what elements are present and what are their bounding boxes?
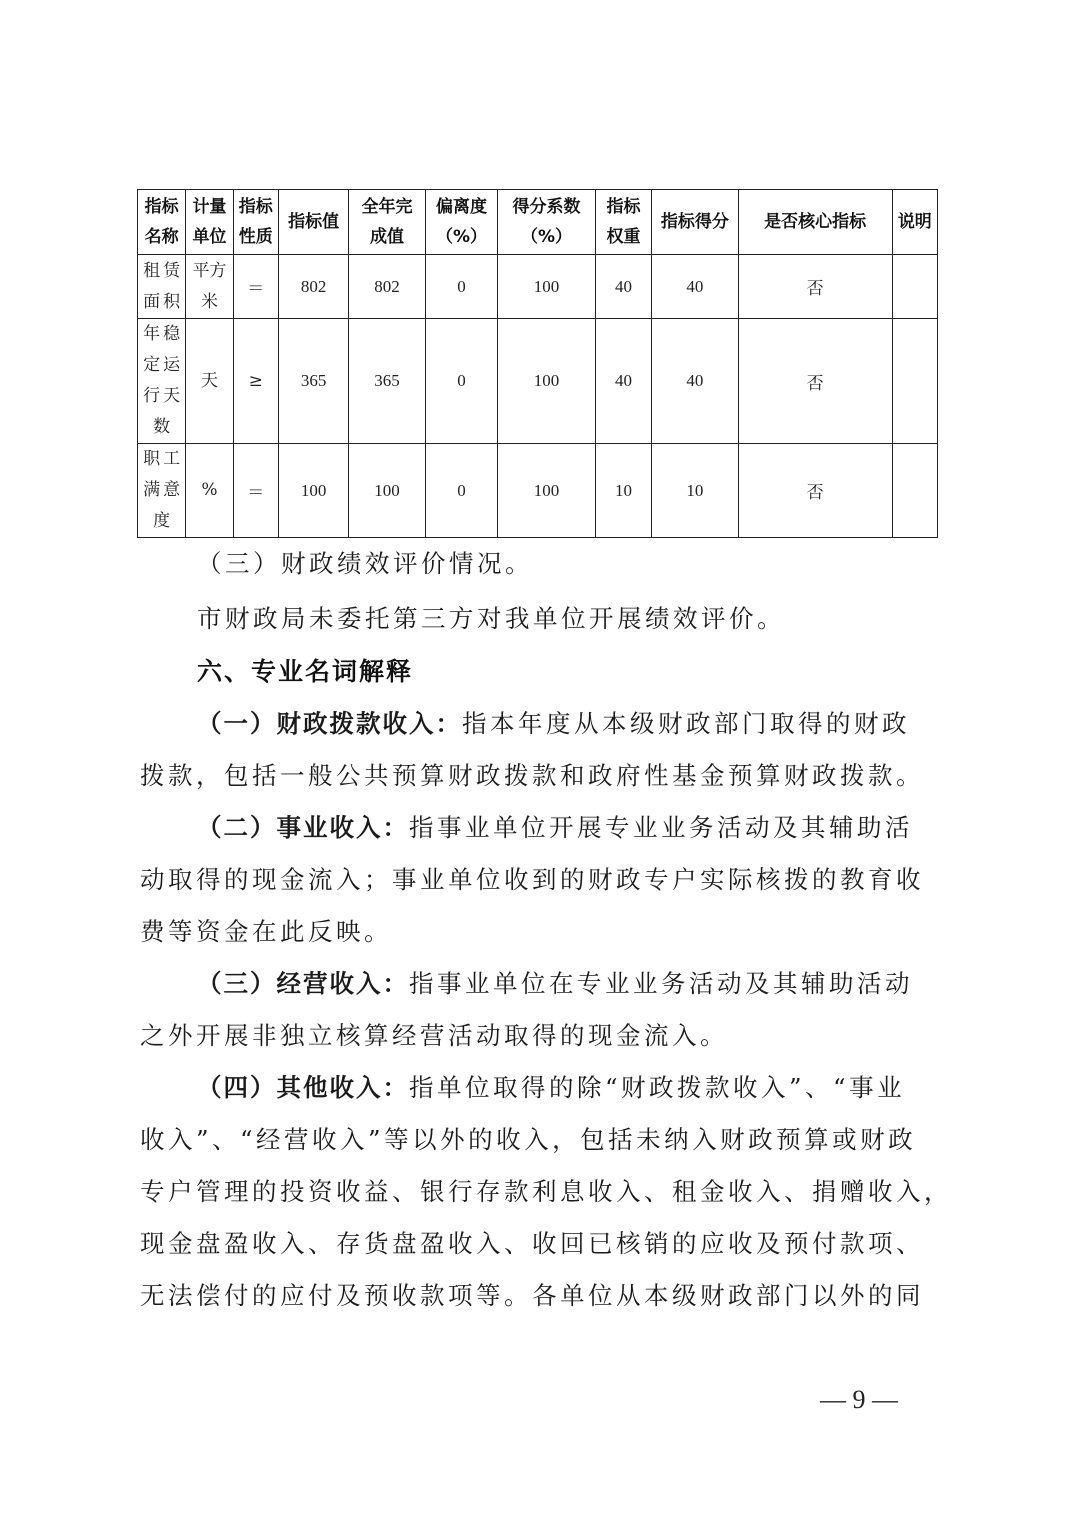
actual-value-cell: 802 (349, 255, 425, 319)
definition-2-line-3: 费等资金在此反映。 (140, 917, 392, 946)
coefficient-cell: 100 (498, 255, 596, 319)
definition-text: 指事业单位开展专业业务活动及其辅助活 (409, 813, 913, 842)
section3-body: 市财政局未委托第三方对我单位开展绩效评价。 (197, 604, 785, 633)
score-cell: 40 (652, 319, 739, 444)
target-value-cell: 365 (278, 319, 348, 444)
definition-term: （三）经营收入： (197, 969, 409, 998)
table-header-row (138, 190, 938, 255)
deviation-cell: 0 (425, 319, 497, 444)
section3-title: （三）财政绩效评价情况。 (197, 549, 533, 578)
header-cell: 得分系数 （%） (498, 190, 596, 255)
score-cell: 40 (652, 255, 739, 319)
definition-4-line-4: 现金盘盈收入、存货盘盈收入、收回已核销的应收及预付款项、 (140, 1229, 924, 1258)
definition-text: 指事业单位在专业业务活动及其辅助活动 (409, 969, 913, 998)
header-cell: 指标 性质 (233, 190, 278, 255)
header-cell: 偏离度 （%） (425, 190, 497, 255)
indicator-name-cell: 职工满意度 (138, 444, 186, 538)
target-value-cell: 802 (278, 255, 348, 319)
definition-2-line-1 (197, 809, 997, 844)
core-indicator-cell: 否 (738, 255, 892, 319)
indicator-name-cell: 年稳定运行天数 (138, 319, 186, 444)
performance-indicator-table (137, 189, 938, 538)
header-cell: 指标 权重 (595, 190, 651, 255)
definition-text: 指本年度从本级财政部门取得的财政 (462, 709, 910, 738)
actual-value-cell: 365 (349, 319, 425, 444)
unit-cell: % (186, 444, 233, 538)
definition-4-line-5: 无法偿付的应付及预收款项等。各单位从本级财政部门以外的同 (140, 1281, 924, 1310)
header-cell: 是否核心指标 (738, 190, 892, 255)
definition-text: 指单位取得的除“财政拨款收入”、“事业 (409, 1073, 906, 1102)
note-cell (892, 319, 937, 444)
page-number: — 9 — (820, 1385, 898, 1414)
header-cell: 计量 单位 (186, 190, 233, 255)
nature-cell: ＝ (233, 255, 278, 319)
table-row (138, 255, 938, 319)
table-row (138, 319, 938, 444)
weight-cell: 40 (595, 319, 651, 444)
note-cell (892, 255, 937, 319)
definition-3-line-2: 之外开展非独立核算经营活动取得的现金流入。 (140, 1021, 728, 1050)
deviation-cell: 0 (425, 255, 497, 319)
header-cell: 全年完 成值 (349, 190, 425, 255)
section6-heading: 六、专业名词解释 (197, 657, 414, 686)
definition-1-line-1 (197, 705, 997, 740)
definition-term: （二）事业收入： (197, 813, 409, 842)
definition-2-line-2: 动取得的现金流入；事业单位收到的财政专户实际核拨的教育收 (140, 865, 924, 894)
indicator-name-cell: 租赁面积 (138, 255, 186, 319)
definition-4-line-3: 专户管理的投资收益、银行存款利息收入、租金收入、捐赠收入， (140, 1177, 952, 1206)
header-cell: 指标得分 (652, 190, 739, 255)
definition-1-line-2: 拨款，包括一般公共预算财政拨款和政府性基金预算财政拨款。 (140, 761, 924, 790)
table-row (138, 444, 938, 538)
core-indicator-cell: 否 (738, 444, 892, 538)
unit-cell: 平方米 (186, 255, 233, 319)
score-cell: 10 (652, 444, 739, 538)
actual-value-cell: 100 (349, 444, 425, 538)
coefficient-cell: 100 (498, 444, 596, 538)
header-cell: 指标值 (278, 190, 348, 255)
weight-cell: 10 (595, 444, 651, 538)
header-cell: 指标 名称 (138, 190, 186, 255)
unit-cell: 天 (186, 319, 233, 444)
definition-4-line-1 (197, 1069, 997, 1104)
coefficient-cell: 100 (498, 319, 596, 444)
nature-cell: ≥ (233, 319, 278, 444)
definition-term: （四）其他收入： (197, 1073, 409, 1102)
weight-cell: 40 (595, 255, 651, 319)
definition-4-line-2: 收入”、“经营收入”等以外的收入，包括未纳入财政预算或财政 (140, 1125, 917, 1154)
definition-term: （一）财政拨款收入： (197, 709, 462, 738)
note-cell (892, 444, 937, 538)
core-indicator-cell: 否 (738, 319, 892, 444)
deviation-cell: 0 (425, 444, 497, 538)
header-cell: 说明 (892, 190, 937, 255)
target-value-cell: 100 (278, 444, 348, 538)
nature-cell: ＝ (233, 444, 278, 538)
definition-3-line-1 (197, 965, 997, 1000)
